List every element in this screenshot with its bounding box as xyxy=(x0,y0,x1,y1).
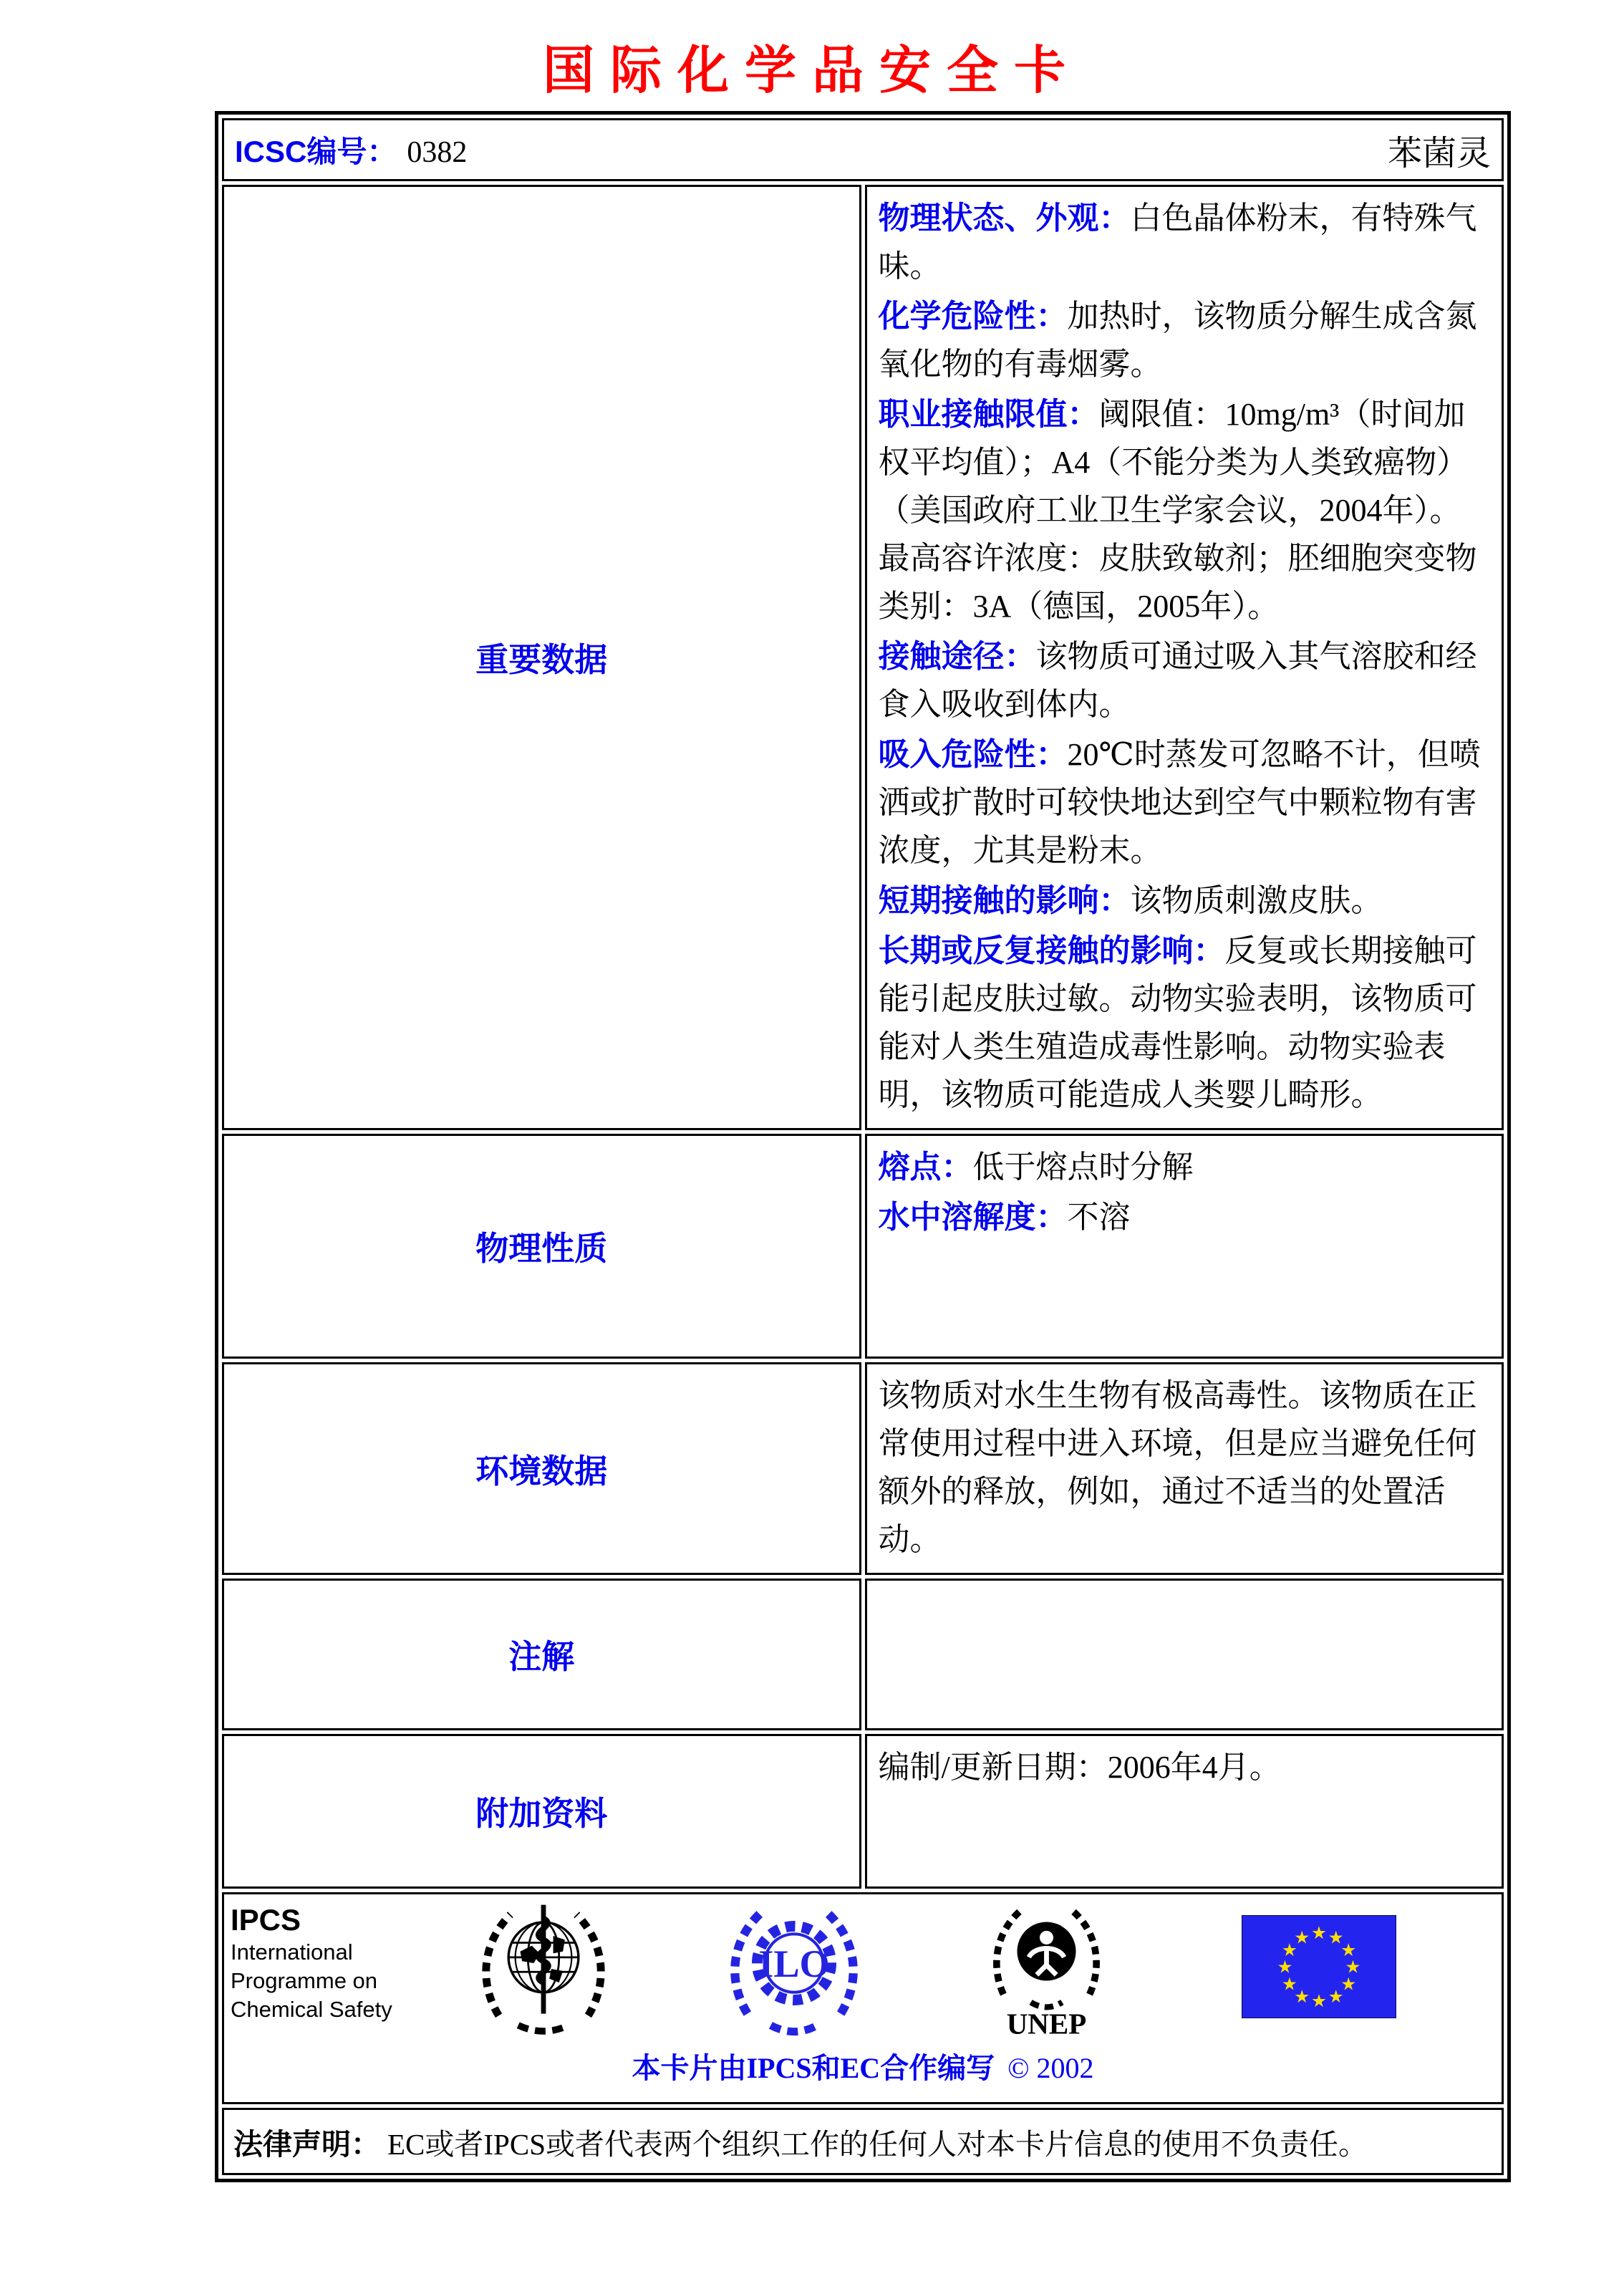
item-label: 水中溶解度： xyxy=(878,1200,1068,1235)
svg-text:★: ★ xyxy=(1281,1973,1297,1995)
important-item xyxy=(879,927,1491,1119)
item-text: 阈限值：10mg/m³（时间加权平均值）；A4（不能分类为人类致癌物）（美国政府工业卫生学家会议，2004年）。最高容许浓度：皮肤致敏剂；胚细胞突变物类别：3A（德国，2005年）。 xyxy=(878,397,1477,624)
physical-item xyxy=(879,1193,1491,1241)
who-logo xyxy=(475,1897,612,2043)
item-label: 职业接触限值： xyxy=(878,397,1099,432)
eu-flag-icon xyxy=(1242,1915,1396,2018)
ilo-logo-text: ILO xyxy=(758,1942,830,1985)
item-text: 加热时，该物质分解生成含氮氧化物的有毒烟雾。 xyxy=(878,299,1477,382)
icsc-card-table xyxy=(215,111,1511,2182)
environmental-data-content xyxy=(865,1362,1504,1575)
legal-cell xyxy=(222,2108,1504,2175)
icsc-number-group xyxy=(235,128,467,171)
row-legal xyxy=(222,2108,1504,2175)
notes-content xyxy=(865,1579,1504,1730)
item-text: 不溶 xyxy=(1067,1200,1131,1235)
additional-info-row-label: 附加资料 xyxy=(222,1734,861,1889)
svg-text:★: ★ xyxy=(1277,1956,1293,1977)
svg-text:★: ★ xyxy=(1340,1973,1357,1995)
legal-text: EC或者IPCS或者代表两个组织工作的任何人对本卡片信息的使用不负责任。 xyxy=(387,2127,1368,2161)
important-item xyxy=(879,632,1491,728)
important-item xyxy=(879,194,1491,290)
ilo-logo xyxy=(726,1897,862,2043)
environment-text: 该物质对水生生物有极高毒性。该物质在正常使用过程中进入环境，但是应当避免任何额外的释放，例如，通过不适当的处置活动。 xyxy=(878,1378,1477,1557)
row-notes xyxy=(222,1579,1504,1730)
row-important-data xyxy=(222,185,1504,1130)
item-text: 白色晶体粉末，有特殊气味。 xyxy=(878,201,1477,284)
unep-logo xyxy=(987,1897,1106,2043)
notes-row-label: 注解 xyxy=(222,1579,861,1730)
legal-label: 法律声明： xyxy=(233,2127,380,2161)
row-physical-properties xyxy=(222,1134,1504,1359)
ipcs-line: Chemical Safety xyxy=(231,1997,392,2022)
page-title: 国际化学品安全卡 xyxy=(542,42,1081,100)
header-flex xyxy=(225,125,1501,175)
row-logos xyxy=(222,1892,1504,2104)
svg-text:★: ★ xyxy=(1340,1939,1357,1960)
cooperation-caption xyxy=(225,2045,1501,2086)
item-text: 该物质可通过吸入其气溶胶和经食入吸收到体内。 xyxy=(878,639,1477,722)
svg-text:★: ★ xyxy=(1328,1985,1344,2007)
svg-text:★: ★ xyxy=(1311,1922,1327,1944)
svg-text:★: ★ xyxy=(1281,1939,1297,1960)
header-row xyxy=(222,118,1504,181)
item-label: 吸入危险性： xyxy=(878,737,1068,772)
copyright-year: © 2002 xyxy=(1007,2052,1094,2084)
important-item xyxy=(879,731,1491,874)
physical-properties-row-label: 物理性质 xyxy=(222,1134,861,1359)
ipcs-line: Programme on xyxy=(231,1968,378,1993)
item-label: 长期或反复接触的影响： xyxy=(878,933,1225,968)
icsc-number-value: 0382 xyxy=(407,136,468,169)
unep-logo-text: UNEP xyxy=(1006,2007,1087,2040)
ipcs-acronym: IPCS xyxy=(231,1903,301,1937)
important-item xyxy=(879,292,1491,388)
item-text: 低于熔点时分解 xyxy=(972,1150,1194,1185)
important-item xyxy=(879,390,1491,630)
ipcs-line: International xyxy=(231,1939,353,1965)
physical-properties-content xyxy=(865,1134,1504,1359)
important-data-content xyxy=(865,185,1504,1130)
item-label: 短期接触的影响： xyxy=(878,883,1131,918)
ipcs-text-block xyxy=(231,1902,392,2024)
svg-text:★: ★ xyxy=(1294,1985,1310,2007)
chemical-name: 苯菌灵 xyxy=(1387,134,1491,173)
additional-info-text: 编制/更新日期：2006年4月。 xyxy=(878,1750,1281,1785)
legal-statement xyxy=(225,2121,1501,2163)
svg-text:★: ★ xyxy=(1311,1990,1327,2012)
important-data-row-label: 重要数据 xyxy=(222,185,861,1130)
cooperation-caption-text: 本卡片由IPCS和EC合作编写 xyxy=(632,2052,995,2084)
item-text: 反复或长期接触可能引起皮肤过敏。动物实验表明，该物质可能对人类生殖造成毒性影响。动物实验表明，该物质可能造成人类婴儿畸形。 xyxy=(878,933,1477,1112)
item-label: 物理状态、外观： xyxy=(878,201,1131,236)
item-text: 20℃时蒸发可忽略不计，但喷洒或扩散时可较快地达到空气中颗粒物有害浓度，尤其是粉末。 xyxy=(878,737,1481,868)
logos-cell xyxy=(222,1892,1504,2104)
item-text: 该物质刺激皮肤。 xyxy=(1130,883,1383,918)
item-label: 熔点： xyxy=(878,1150,973,1185)
item-label: 化学危险性： xyxy=(878,299,1068,334)
row-additional-info xyxy=(222,1734,1504,1889)
important-item xyxy=(879,877,1491,925)
environmental-data-row-label: 环境数据 xyxy=(222,1362,861,1575)
svg-text:★: ★ xyxy=(1294,1927,1310,1948)
svg-text:★: ★ xyxy=(1328,1927,1344,1948)
item-label: 接触途径： xyxy=(878,639,1036,674)
row-environmental-data xyxy=(222,1362,1504,1575)
logo-strip xyxy=(225,1895,1501,2044)
physical-item xyxy=(879,1143,1491,1191)
icsc-number-label: ICSC编号： xyxy=(235,135,397,168)
svg-text:★: ★ xyxy=(1345,1956,1361,1977)
additional-info-content xyxy=(865,1734,1504,1889)
